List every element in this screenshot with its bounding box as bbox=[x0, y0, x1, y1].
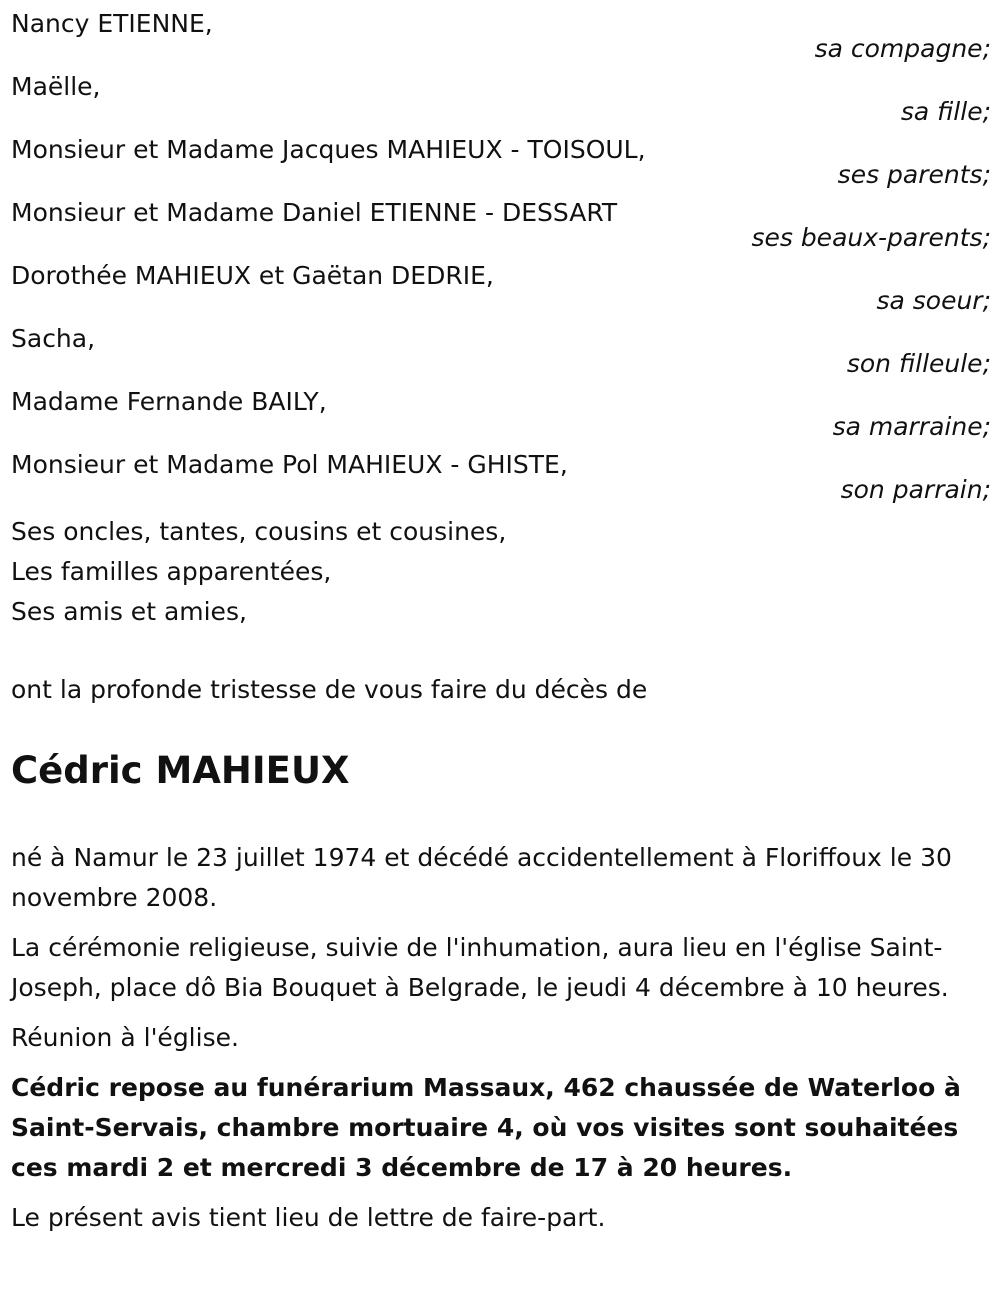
family-entry bbox=[11, 315, 991, 378]
meeting-paragraph: Réunion à l'église. bbox=[11, 1023, 239, 1052]
family-member-relation: sa soeur; bbox=[876, 286, 991, 315]
family-member-relation: ses beaux-parents; bbox=[751, 223, 991, 252]
birth-death-paragraph: né à Namur le 23 juillet 1974 et décédé accidentellement à Floriffoux le 30 novembre 2008. bbox=[11, 843, 952, 912]
ceremony-paragraph: La cérémonie religieuse, suivie de l'inhumation, aura lieu en l'église Saint-Joseph, place dô Bia Bouquet à Belgrade, le jeudi 4 décembre à 10 heures. bbox=[11, 933, 949, 1002]
family-entry bbox=[11, 126, 991, 189]
family-entry bbox=[11, 63, 991, 126]
family-member-name: Sacha, bbox=[11, 324, 96, 353]
family-member-name: Maëlle, bbox=[11, 72, 101, 101]
family-member-relation: son parrain; bbox=[840, 475, 991, 504]
family-member-relation: sa compagne; bbox=[814, 34, 991, 63]
family-member-name: Nancy ETIENNE, bbox=[11, 9, 213, 38]
deceased-name: Cédric MAHIEUX bbox=[11, 749, 350, 792]
family-entry bbox=[11, 441, 991, 504]
notice-body bbox=[11, 838, 991, 1248]
extended-family-line: Ses oncles, tantes, cousins et cousines, bbox=[11, 517, 507, 546]
extended-family-line: Les familles apparentées, bbox=[11, 557, 332, 586]
family-entry bbox=[11, 252, 991, 315]
family-member-relation: sa marraine; bbox=[832, 412, 991, 441]
family-entry bbox=[11, 189, 991, 252]
extended-family-line: Ses amis et amies, bbox=[11, 597, 247, 626]
visitation-paragraph: Cédric repose au funérarium Massaux, 462 chaussée de Waterloo à Saint-Servais, chambre mortuaire 4, où vos visites sont souhaitées ces mardi 2 et mercredi 3 décembre de 17 à 20 heures. bbox=[11, 1073, 961, 1182]
family-list bbox=[11, 0, 991, 504]
family-member-relation: sa fille; bbox=[900, 97, 991, 126]
family-member-name: Monsieur et Madame Pol MAHIEUX - GHISTE, bbox=[11, 450, 568, 479]
family-member-name: Dorothée MAHIEUX et Gaëtan DEDRIE, bbox=[11, 261, 494, 290]
extended-family-list bbox=[11, 512, 506, 632]
obituary-notice bbox=[11, 0, 991, 1232]
announcement-intro: ont la profonde tristesse de vous faire du décès de bbox=[11, 675, 648, 704]
family-member-name: Madame Fernande BAILY, bbox=[11, 387, 327, 416]
family-member-name: Monsieur et Madame Jacques MAHIEUX - TOISOUL, bbox=[11, 135, 646, 164]
family-entry bbox=[11, 0, 991, 63]
family-member-relation: ses parents; bbox=[837, 160, 991, 189]
family-member-relation: son filleule; bbox=[846, 349, 991, 378]
family-member-name: Monsieur et Madame Daniel ETIENNE - DESSART bbox=[11, 198, 618, 227]
family-entry bbox=[11, 378, 991, 441]
notice-paragraph: Le présent avis tient lieu de lettre de faire-part. bbox=[11, 1203, 606, 1232]
